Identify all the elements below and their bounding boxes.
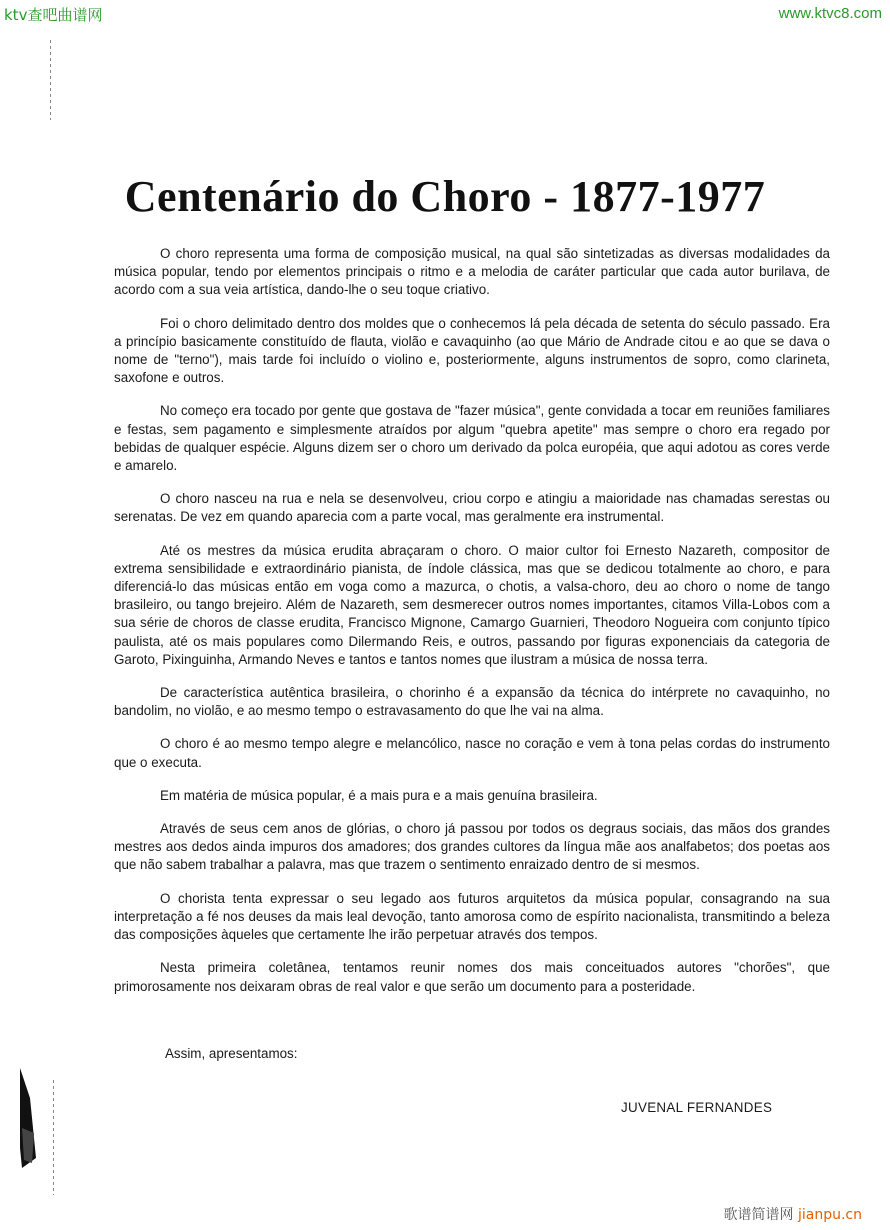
signoff-text: Assim, apresentamos: bbox=[165, 1046, 298, 1061]
watermark-bottom-url: jianpu.cn bbox=[797, 1207, 862, 1223]
watermark-top-right: www.ktvc8.com bbox=[778, 5, 882, 22]
paragraph: De característica autêntica brasileira, o chorinho é a expansão da técnica do intérprete no cavaquinho, no bandolim, no violão, e ao mesmo tempo o estravasamento do que lhe vai na alma. bbox=[114, 685, 830, 719]
scan-artifact-blob bbox=[18, 1068, 38, 1168]
author-signature: JUVENAL FERNANDES bbox=[621, 1100, 773, 1115]
watermark-bottom-cn: 歌谱简谱网 bbox=[723, 1207, 794, 1223]
paragraph: O choro nasceu na rua e nela se desenvolveu, criou corpo e atingiu a maioridade nas chamadas serestas ou serenatas. De vez em quando aparecia com a parte vocal, mas geralmente era instrumental. bbox=[114, 491, 830, 525]
paragraph: No começo era tocado por gente que gostava de "fazer música", gente convidada a tocar em reuniões familiares e festas, sem pagamento e simplesmente atraídos por algum "quebra apetite" mas sempre o choro era regado por bebidas de qualquer espécie. Alguns dizem ser o choro um derivado da polca européia, que aqui adotou as cores verde e amarelo. bbox=[114, 403, 830, 474]
watermark-bottom-right bbox=[724, 1204, 862, 1224]
paragraph: Em matéria de música popular, é a mais pura e a mais genuína brasileira. bbox=[160, 787, 598, 803]
page-title: Centenário do Choro - 1877-1977 bbox=[124, 172, 766, 222]
paragraph: Até os mestres da música erudita abraçaram o choro. O maior cultor foi Ernesto Nazareth, compositor de extrema sensibilidade e extraordinário pianista, de índole clássica, mas que se dedicou totalmente ao choro, e para diferenciá-lo das músicas então em voga como a mazurca, o chotis, a valsa-choro, deu ao choro o nome de tango brasileiro, ou tango brejeiro. Além de Nazareth, sem desmerecer outros nomes importantes, citamos Villa-Lobos com a sua série de choros de classe erudita, Francisco Mignone, Camargo Guarnieri, Theodoro Nogueira com conjunto típico paulista, até os mais populares como Dilermando Reis, e outros, passando por figuras exponenciais da categoria de Garoto, Pixinguinha, Armando Neves e tantos e tantos nomes que ilustram a música de nossa terra. bbox=[114, 542, 830, 667]
paragraph: Através de seus cem anos de glórias, o choro já passou por todos os degraus sociais, das mãos dos grandes mestres aos dedos ainda impuros dos amadores; dos grandes cultores da língua mãe aos analfabetos; dos poetas aos que não sabem trabalhar a palavra, mas que trazem o sentimento enraizado dentro de si mesmos. bbox=[114, 821, 830, 873]
scan-margin-line-top bbox=[50, 40, 51, 120]
scan-margin-line-bottom bbox=[53, 1080, 54, 1195]
document-body bbox=[114, 245, 830, 1011]
paragraph: O choro representa uma forma de composição musical, na qual são sintetizadas as diversas modalidades da música popular, tendo por elementos principais o ritmo e a melodia de caráter particular que cada autor burilava, de acordo com a sua veia artística, dando-lhe o seu toque criativo. bbox=[114, 246, 830, 298]
paragraph: Nesta primeira coletânea, tentamos reunir nomes dos mais conceituados autores "chorões", que primorosamente nos deixaram obras de real valor e que serão um documento para a posteridade. bbox=[114, 960, 830, 994]
paragraph: O choro é ao mesmo tempo alegre e melancólico, nasce no coração e vem à tona pelas cordas do instrumento que o executa. bbox=[114, 736, 830, 770]
watermark-top-left: ktv查吧曲谱网 bbox=[4, 6, 103, 24]
paragraph: Foi o choro delimitado dentro dos moldes que o conhecemos lá pela década de setenta do século passado. Era a princípio basicamente constituído de flauta, violão e cavaquinho (ao que Mário de Andrade citou e ao que se dava o nome de "terno"), mais tarde foi incluído o violino e, posteriormente, alguns instrumentos de sopro, como clarineta, saxofone e outros. bbox=[114, 315, 830, 386]
paragraph: O chorista tenta expressar o seu legado aos futuros arquitetos da música popular, consagrando na sua interpretação a fé nos deuses da mais leal devoção, tanto amorosa como de espírito nacionalista, transmitindo a beleza das composições àqueles que certamente lhe irão perpetuar através dos tempos. bbox=[114, 890, 830, 943]
